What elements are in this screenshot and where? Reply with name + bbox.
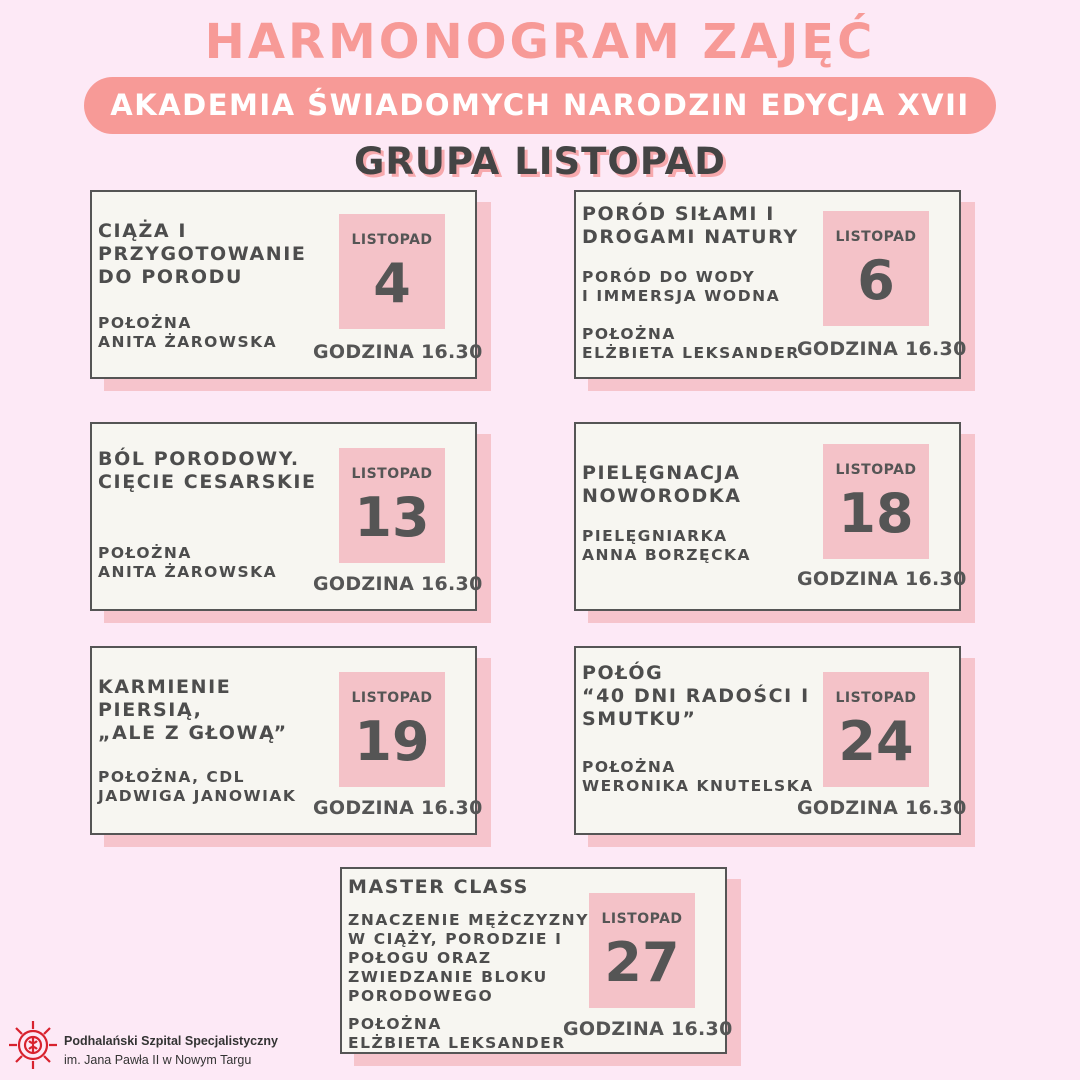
event-banner: AKADEMIA ŚWIADOMYCH NARODZIN EDYCJA XVII: [84, 77, 996, 134]
session-time: GODZINA 16.30: [563, 1018, 733, 1040]
date-month: LISTOPAD: [835, 229, 917, 245]
date-box: [339, 672, 445, 787]
date-box: [589, 893, 695, 1008]
session-time: GODZINA 16.30: [313, 797, 483, 819]
session-card: [574, 422, 967, 611]
session-card: [340, 867, 733, 1054]
date-box: [823, 211, 929, 326]
session-topic: POŁÓG “40 DNI RADOŚCI I SMUTKU”: [582, 662, 810, 730]
date-month: LISTOPAD: [835, 690, 917, 706]
session-time: GODZINA 16.30: [313, 573, 483, 595]
session-instructor: POŁOŻNA WERONIKA KNUTELSKA: [582, 758, 814, 795]
card-box: [574, 190, 967, 379]
date-day: 4: [373, 252, 411, 315]
session-card: [90, 190, 483, 379]
date-box: [339, 214, 445, 329]
session-topic: MASTER CLASS: [348, 876, 529, 898]
date-month: LISTOPAD: [601, 911, 683, 927]
session-time: GODZINA 16.30: [797, 797, 967, 819]
session-topic: PIELĘGNACJA NOWORODKA: [582, 462, 742, 507]
session-topic: PORÓD SIŁAMI I DROGAMI NATURY: [582, 203, 799, 248]
session-subtopic: PORÓD DO WODY I IMMERSJA WODNA: [582, 268, 781, 305]
card-box: [90, 422, 483, 611]
hospital-location: im. Jana Pawła II w Nowym Targu: [64, 1053, 252, 1067]
card-box: [90, 190, 483, 379]
date-month: LISTOPAD: [351, 232, 433, 248]
session-card: [574, 646, 967, 835]
hospital-name: Podhalański Szpital Specjalistyczny: [64, 1034, 278, 1048]
card-box: [90, 646, 483, 835]
date-month: LISTOPAD: [835, 462, 917, 478]
hospital-logo-icon: [6, 1018, 60, 1072]
session-instructor: POŁOŻNA ANITA ŻAROWSKA: [98, 544, 278, 581]
date-month: LISTOPAD: [351, 690, 433, 706]
date-day: 6: [857, 249, 895, 312]
session-topic: CIĄŻA I PRZYGOTOWANIE DO PORODU: [98, 220, 307, 288]
date-day: 18: [838, 482, 914, 545]
date-day: 24: [838, 710, 914, 773]
card-box: [574, 646, 967, 835]
page-title: HARMONOGRAM ZAJĘĆ: [204, 14, 876, 70]
session-subtopic: ZNACZENIE MĘŻCZYZNY W CIĄŻY, PORODZIE I POŁOGU ORAZ ZWIEDZANIE BLOKU PORODOWEGO: [348, 911, 590, 1005]
session-instructor: POŁOŻNA ELŻBIETA LEKSANDER: [582, 325, 800, 362]
date-day: 27: [604, 931, 680, 994]
session-instructor: POŁOŻNA, CDL JADWIGA JANOWIAK: [98, 768, 297, 805]
session-instructor: POŁOŻNA ANITA ŻAROWSKA: [98, 314, 278, 351]
date-day: 13: [354, 486, 430, 549]
session-time: GODZINA 16.30: [797, 568, 967, 590]
card-box: [574, 422, 967, 611]
session-card: [90, 646, 483, 835]
session-topic: BÓL PORODOWY. CIĘCIE CESARSKIE: [98, 448, 317, 493]
date-box: [339, 448, 445, 563]
date-box: [823, 672, 929, 787]
card-box: [340, 867, 733, 1054]
session-topic: KARMIENIE PIERSIĄ, „ALE Z GŁOWĄ”: [98, 676, 288, 744]
session-time: GODZINA 16.30: [797, 338, 967, 360]
session-time: GODZINA 16.30: [313, 341, 483, 363]
session-instructor: PIELĘGNIARKA ANNA BORZĘCKA: [582, 527, 751, 564]
date-day: 19: [354, 710, 430, 773]
group-title: GRUPA LISTOPAD: [354, 140, 726, 183]
date-month: LISTOPAD: [351, 466, 433, 482]
session-card: [90, 422, 483, 611]
session-instructor: POŁOŻNA ELŻBIETA LEKSANDER: [348, 1015, 566, 1052]
session-card: [574, 190, 967, 379]
date-box: [823, 444, 929, 559]
